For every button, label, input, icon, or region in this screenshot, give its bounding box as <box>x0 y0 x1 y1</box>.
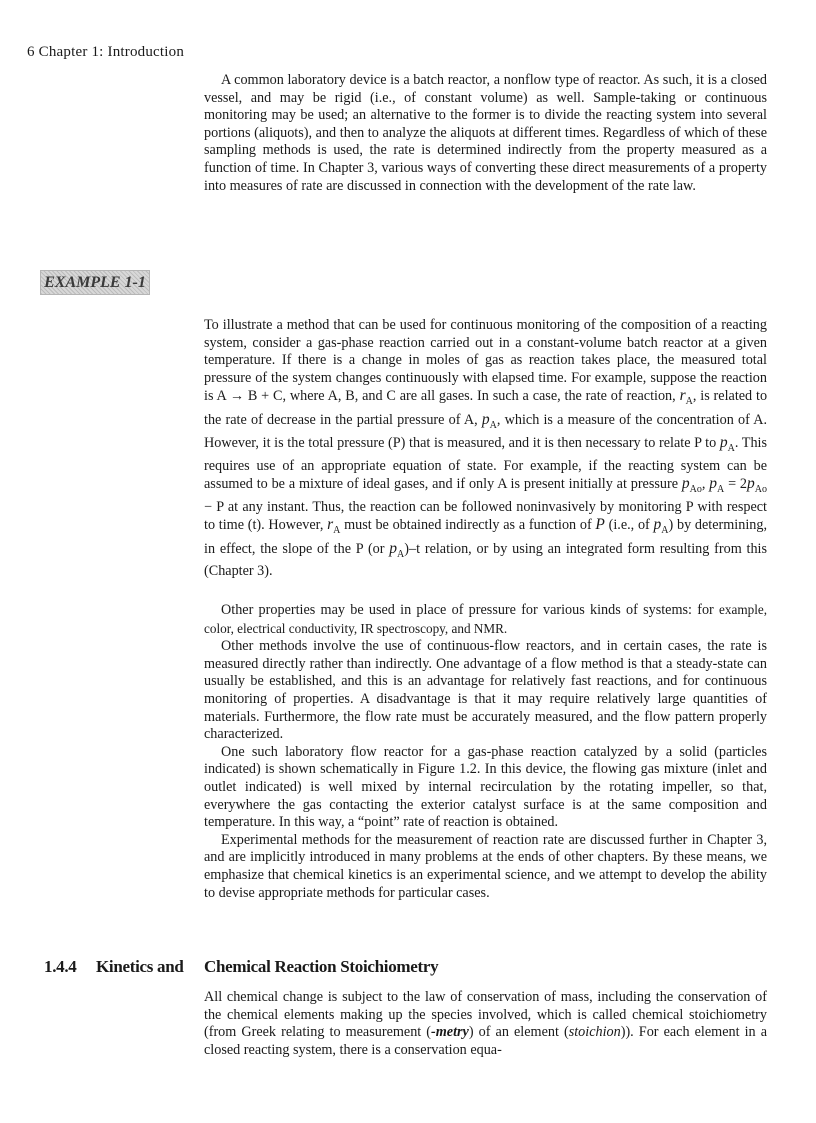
section-title: Chemical Reaction Stoichiometry <box>204 957 439 976</box>
experimental-paragraph: Experimental methods for the measurement of reaction rate are discussed further in Chapter 3, and are implicitly introduced in many problems at the ends of other chapters. By these means, we emphasize that chemical kinetics is an experimental science, and we attempt to develop the ability to devise appropriate methods for particular cases. <box>204 831 767 901</box>
section-title-prefix: Kinetics and <box>96 957 184 976</box>
intro-text: A common laboratory device is a batch reactor, a nonflow type of reactor. As such, it is a closed vessel, and may be rigid (i.e., of constant volume) as well. Sample-taking or continuous monitoring may be used; an alternative to the former is to divide the reacting system into several portions (aliquots), and then to analyze the aliquots at different times. Regardless of which of these sampling methods is used, the rate is determined indirectly from the property measured as a function of time. In Chapter 3, various ways of converting these direct measurements of a property into measures of rate are discussed in connection with the development of the rate law. <box>204 72 767 194</box>
running-head: 6 Chapter 1: Introduction <box>27 44 185 60</box>
flow-methods-paragraph: Other methods involve the use of continuous-flow reactors, and in certain cases, the rate is measured directly rather than indirectly. One advantage of a flow method is that a steady-state can usually be established, and this is an advantage for relatively fast reactions, and for continuous monitoring of properties. A disadvantage is that it may require relatively large quantities of materials. Furthermore, the flow rate must be accurately measured, and the flow pattern properly characterized. <box>204 638 767 743</box>
example-body <box>204 317 767 581</box>
stoichiometry-text: All chemical change is subject to the law of conservation of mass, including the conservation of the chemical elements making up the species involved, which is called chemical stoichiometry (from Greek relating to measurement (-metry) of an element (stoichion)). For each element in a closed reacting system, there is a conservation equa- <box>204 989 768 1058</box>
example-badge: EXAMPLE 1-1 <box>40 270 150 295</box>
stoichiometry-paragraph <box>204 989 767 1059</box>
other-properties-paragraph: Other properties may be used in place of pressure for various kinds of systems: for example, color, electrical conductivity, IR spectroscopy, and NMR. <box>204 602 768 636</box>
flow-reactor-paragraph: One such laboratory flow reactor for a gas-phase reaction catalyzed by a solid (particles indicated) is shown schematically in Figure 1.2. In this device, the flowing gas mixture (inlet and outlet indicated) is well mixed by internal recirculation by the rotating impeller, so that, everywhere the gas contacting the exterior catalyst surface is at the same composition and temperature. In this way, a “point” rate of reaction is obtained. <box>204 743 767 831</box>
intro-paragraph <box>204 72 767 195</box>
example-paragraph: To illustrate a method that can be used for continuous monitoring of the composition of a reacting system, consider a gas-phase reaction carried out in a constant-volume batch reactor at a given temperature. If there is a change in moles of gas as reaction takes place, the measured total pressure of the system changes continuously with elapsed time. For example, suppose the reaction is A → B + C, where A, B, and C are all gases. In such a case, the rate of reaction, $r_A$, is related to the rate of decrease in the partial pressure of A, $p_A$, which is a measure of the concentration of A. However, it is the total pressure (P) that is measured, and it is then necessary to relate P to $p_A$. This requires use of an appropriate equation of state. For example, if the reacting system can be assumed to be a mixture of ideal gases, and if only A is present initially at pressure $p_{Ao}$, $p_A = 2p_{Ao} - P$ at any instant. Thus, the reaction can be followed noninvasively by monitoring P with respect to time (t). However, $r_A$ must be obtained indirectly as a function of P (i.e., of $p_A$) by determining, in effect, the slope of the P (or $p_A)-t$ relation, or by using an integrated form resulting from this (Chapter 3). <box>204 317 768 580</box>
section-number: 1.4.4 <box>44 957 77 976</box>
methods-section <box>204 601 767 902</box>
